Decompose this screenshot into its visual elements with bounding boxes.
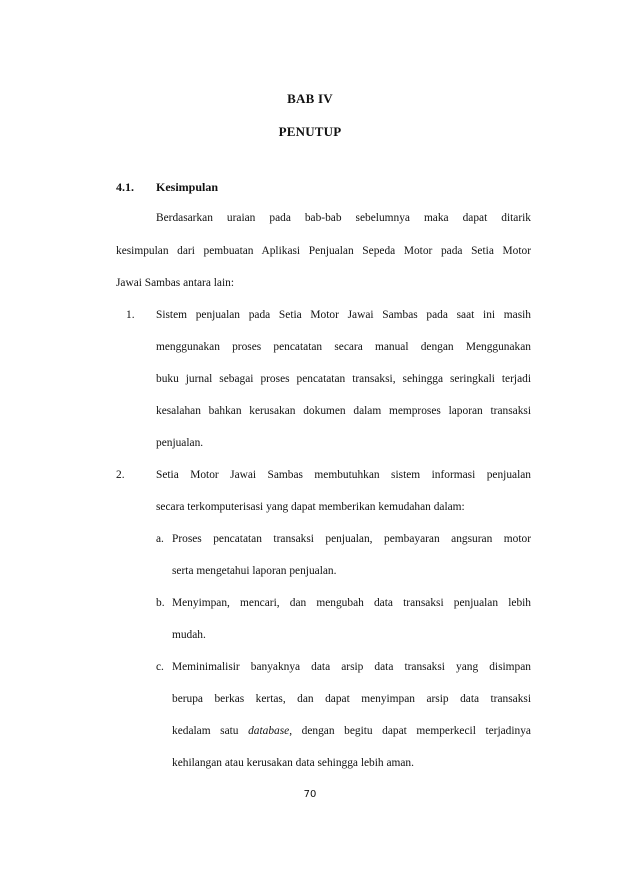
sub-item-c-line-3: [172, 724, 531, 738]
sub-item-c-marker: c.: [156, 661, 164, 673]
list-item-1-line-5: penjualan.: [156, 437, 204, 449]
list-item-2-line-2: secara terkomputerisasi yang dapat memberikan kemudahan dalam:: [156, 501, 465, 513]
sub-item-b-line-1: Menyimpan, mencari, dan mengubah data transaksi penjualan lebih: [172, 597, 531, 609]
section-number: 4.1.: [116, 180, 134, 194]
list-item-2-line-1: Setia Motor Jawai Sambas membutuhkan sistem informasi penjualan: [156, 469, 531, 481]
chapter-title: PENUTUP: [278, 124, 342, 139]
intro-line-1: Berdasarkan uraian pada bab-bab sebelumnya maka dapat ditarik: [156, 212, 531, 224]
intro-line-2: kesimpulan dari pembuatan Aplikasi Penjualan Sepeda Motor pada Setia Motor: [116, 245, 531, 257]
chapter-number: BAB IV: [287, 91, 333, 106]
sub-item-a-marker: a.: [156, 533, 164, 545]
section-heading: [116, 180, 218, 195]
sub-item-c-line-2: berupa berkas kertas, dan dapat menyimpan arsip data transaksi: [172, 693, 531, 705]
list-item-1-line-4: kesalahan bahkan kerusakan dokumen dalam memproses laporan transaksi: [156, 405, 531, 417]
list-item-1-line-1: Sistem penjualan pada Setia Motor Jawai Sambas pada saat ini masih: [156, 309, 531, 321]
sub-item-c-line-3-after: , dengan begitu dapat memperkecil terjadinya: [289, 725, 531, 737]
list-item-1-line-2: menggunakan proses pencatatan secara manual dengan Menggunakan: [156, 341, 531, 353]
list-item-2-marker: 2.: [116, 469, 125, 481]
list-item-1-marker: 1.: [126, 309, 135, 321]
page-number: 70: [303, 789, 317, 800]
sub-item-a-line-1: Proses pencatatan transaksi penjualan, pembayaran angsuran motor: [172, 533, 531, 545]
list-item-1-line-3: buku jurnal sebagai proses pencatatan transaksi, sehingga seringkali terjadi: [156, 373, 531, 385]
sub-item-c-line-4: kehilangan atau kerusakan data sehingga lebih aman.: [172, 757, 414, 769]
sub-item-b-marker: b.: [156, 597, 165, 609]
sub-item-c-line-3-before: kedalam satu: [172, 725, 249, 737]
sub-item-b-line-2: mudah.: [172, 629, 206, 641]
intro-line-3: Jawai Sambas antara lain:: [116, 277, 234, 289]
database-term: database: [248, 725, 290, 737]
section-title: Kesimpulan: [156, 180, 219, 194]
sub-item-a-line-2: serta mengetahui laporan penjualan.: [172, 565, 337, 577]
sub-item-c-line-1: Meminimalisir banyaknya data arsip data transaksi yang disimpan: [172, 661, 531, 673]
